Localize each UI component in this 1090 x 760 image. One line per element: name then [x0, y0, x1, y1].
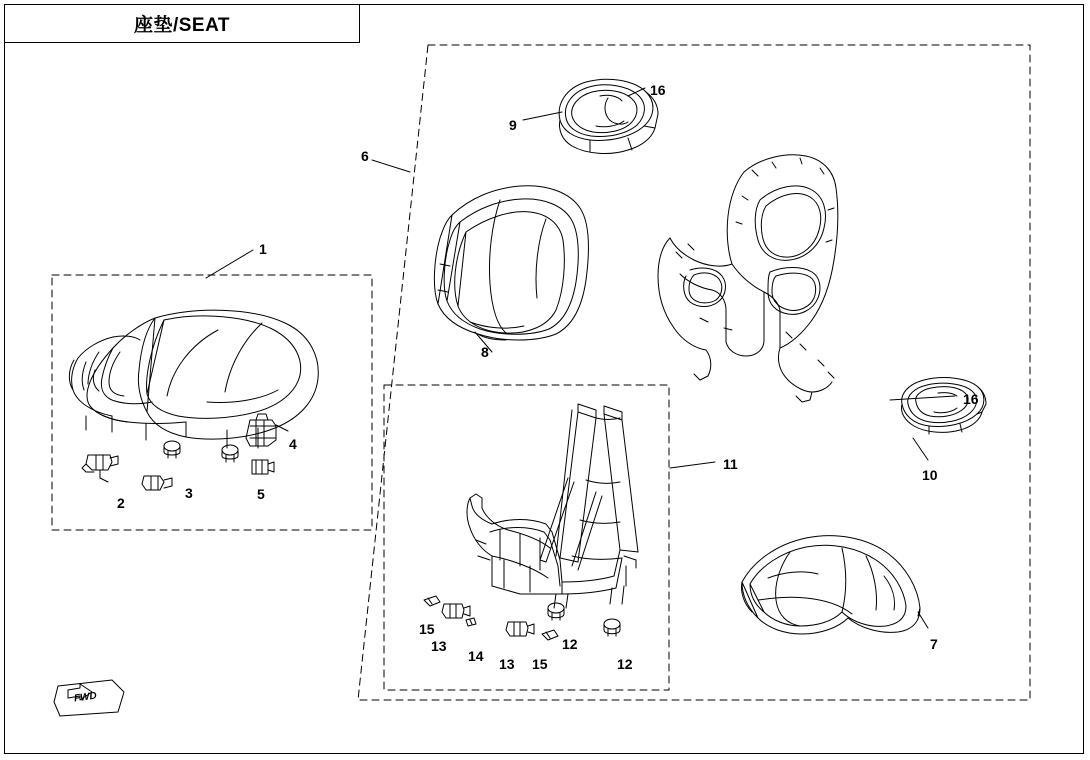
callout-13b: 13	[499, 656, 515, 672]
callout-5: 5	[257, 486, 265, 502]
callout-4: 4	[289, 436, 297, 452]
callout-8: 8	[481, 344, 489, 360]
callout-12a: 12	[562, 636, 578, 652]
callout-16a: 16	[650, 82, 666, 98]
callout-3: 3	[185, 485, 193, 501]
callout-12b: 12	[617, 656, 633, 672]
callout-6: 6	[361, 148, 369, 164]
fwd-label: FWD	[73, 690, 98, 705]
callout-2: 2	[117, 495, 125, 511]
callout-16b: 16	[963, 391, 979, 407]
callout-15b: 15	[532, 656, 548, 672]
title-box	[5, 5, 360, 43]
page-title: 座垫/SEAT	[133, 15, 231, 36]
callout-7: 7	[930, 636, 938, 652]
callout-1: 1	[259, 241, 267, 257]
callout-9: 9	[509, 117, 517, 133]
callout-13a: 13	[431, 638, 447, 654]
page-border	[4, 4, 1084, 754]
callout-14: 14	[468, 648, 484, 664]
callout-15a: 15	[419, 621, 435, 637]
callout-11: 11	[723, 456, 738, 472]
callout-10: 10	[922, 467, 938, 483]
